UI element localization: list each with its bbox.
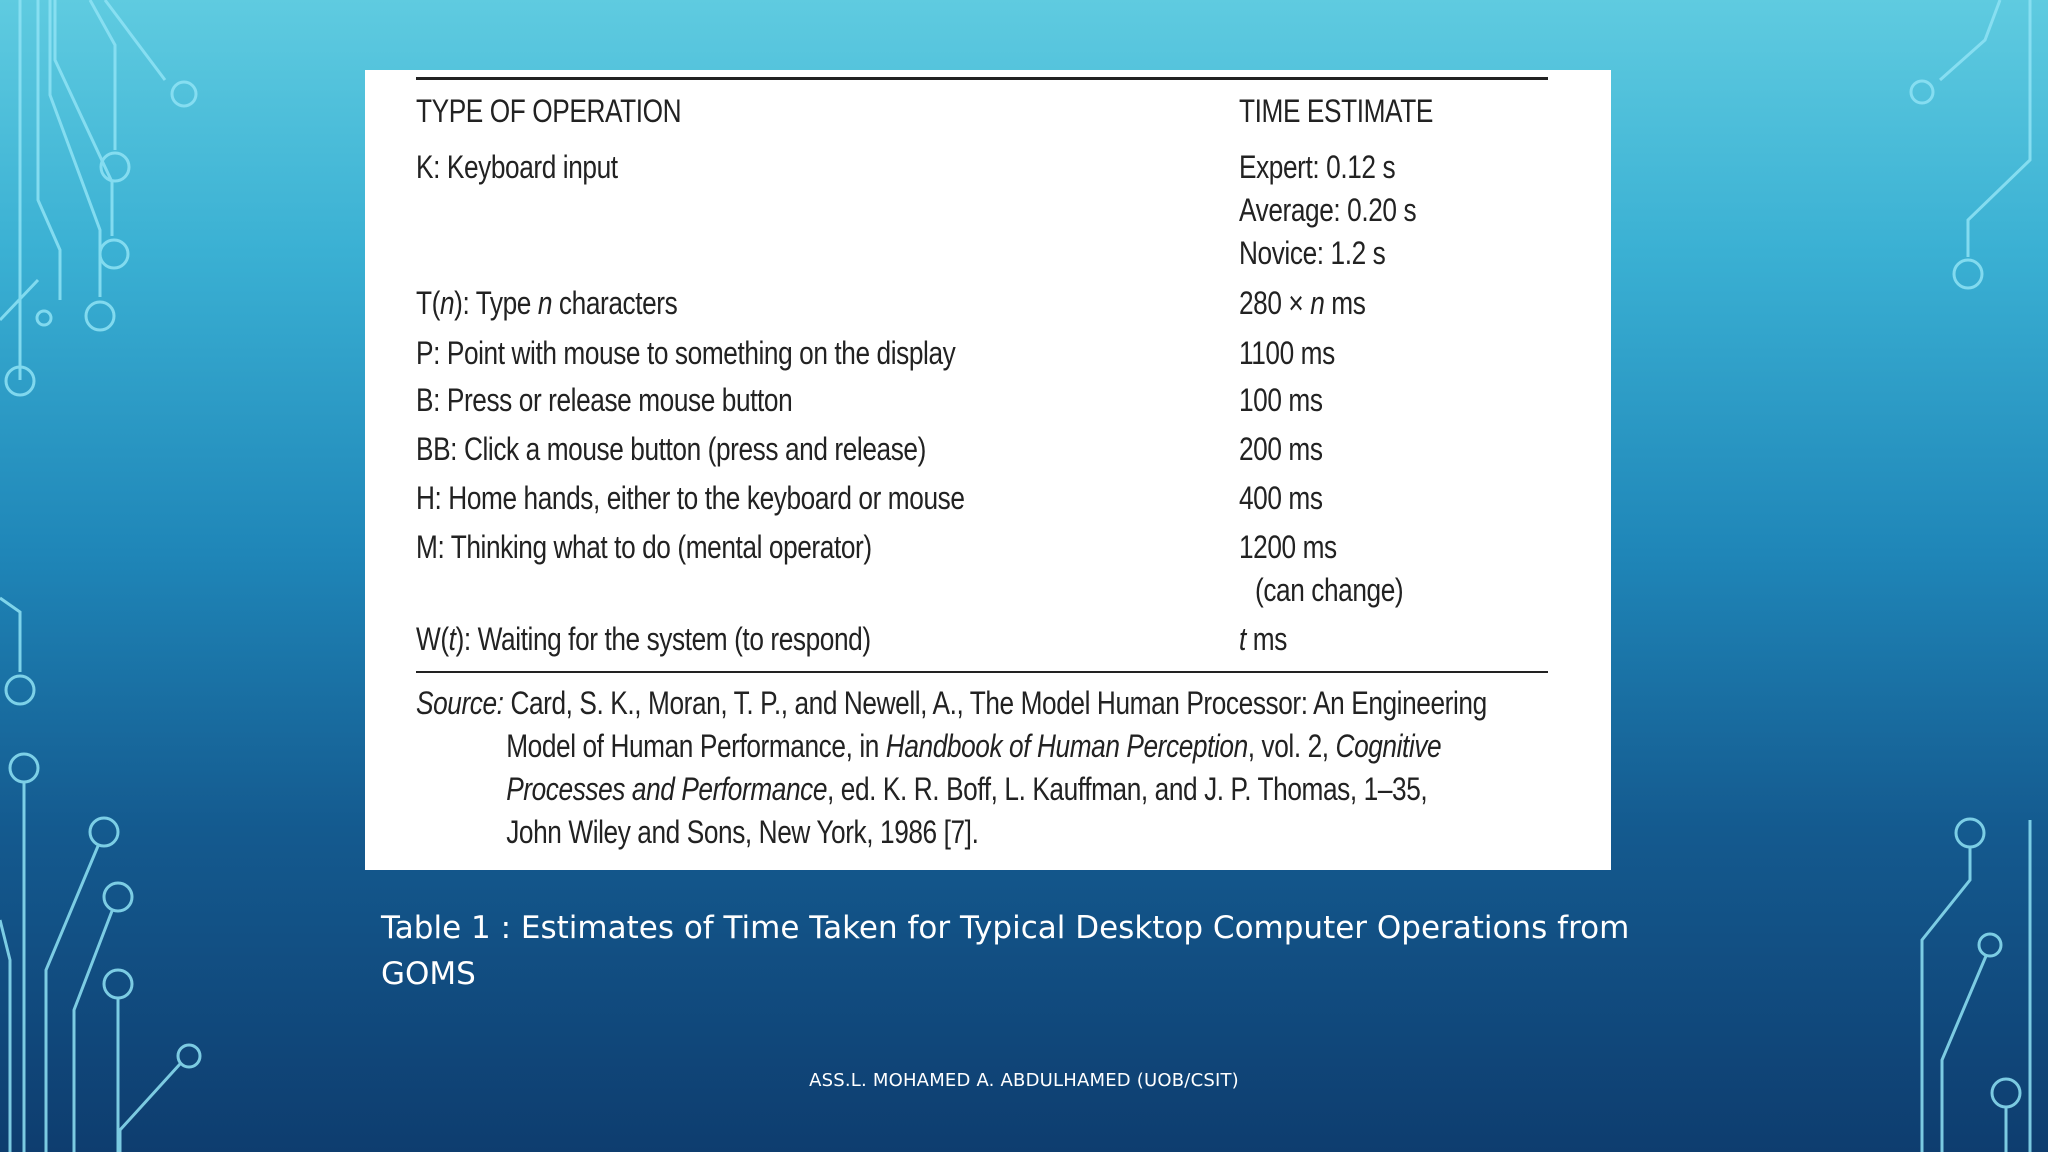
row-t-time: 280 × n ms	[1239, 285, 1366, 321]
source-label: Source:	[416, 685, 504, 721]
row-t-operation: T(n): Type n characters	[416, 285, 678, 321]
row-w-time: t ms	[1239, 621, 1287, 657]
slide-caption: Table 1 : Estimates of Time Taken for Typical Desktop Computer Operations from GOMS	[381, 910, 1630, 992]
source-line-3: Processes and Performance, ed. K. R. Boff, L. Kauffman, and J. P. Thomas, 1–35,	[506, 771, 1428, 807]
row-b-time: 100 ms	[1239, 382, 1323, 418]
source-line-1: Source: Card, S. K., Moran, T. P., and Newell, A., The Model Human Processor: An Engineering	[416, 685, 1487, 721]
row-p-time: 1100 ms	[1239, 335, 1335, 371]
source-citation	[416, 682, 1523, 854]
header-time-estimate: TIME ESTIMATE	[1239, 93, 1433, 129]
table-bottom-rule	[416, 671, 1548, 673]
row-b-operation: B: Press or release mouse button	[416, 382, 793, 418]
source-line-4: John Wiley and Sons, New York, 1986 [7].	[506, 814, 979, 850]
row-m-time: 1200 ms	[1239, 529, 1337, 565]
table-top-rule	[416, 77, 1548, 80]
row-h-time: 400 ms	[1239, 480, 1323, 516]
row-m-time-note: (can change)	[1255, 572, 1404, 608]
row-k-operation: K: Keyboard input	[416, 149, 618, 185]
row-bb-time: 200 ms	[1239, 431, 1323, 467]
row-bb-operation: BB: Click a mouse button (press and release)	[416, 431, 926, 467]
row-p-operation: P: Point with mouse to something on the display	[416, 335, 956, 371]
source-line-2: Model of Human Performance, in Handbook of Human Perception, vol. 2, Cognitive	[506, 728, 1442, 764]
row-h-operation: H: Home hands, either to the keyboard or mouse	[416, 480, 965, 516]
slide-footer: ASS.L. MOHAMED A. ABDULHAMED (UOB/CSIT)	[809, 1070, 1239, 1091]
row-k-time-novice: Novice: 1.2 s	[1239, 235, 1386, 271]
row-w-operation: W(t): Waiting for the system (to respond)	[416, 621, 871, 657]
row-k-time-average: Average: 0.20 s	[1239, 192, 1417, 228]
header-operation: TYPE OF OPERATION	[416, 93, 682, 129]
row-k-time-expert: Expert: 0.12 s	[1239, 149, 1396, 185]
row-m-operation: M: Thinking what to do (mental operator)	[416, 529, 872, 565]
goms-table-image	[365, 70, 1611, 870]
